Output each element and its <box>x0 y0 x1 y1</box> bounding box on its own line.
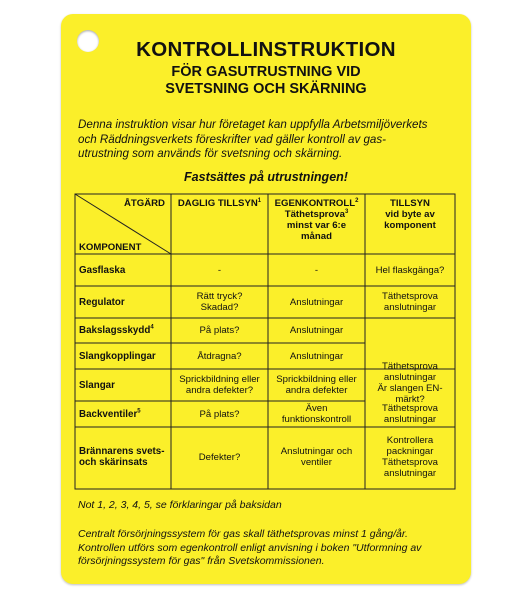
egen-line: Sprickbildning eller <box>276 374 357 385</box>
tillsyn-line: Täthetsprova <box>382 361 438 372</box>
subtitle-line: FÖR GASUTRUSTNING VID <box>171 64 361 80</box>
tillsyn-line: Kontrollera <box>386 435 434 446</box>
footnote-ref: 5 <box>137 408 141 415</box>
component-label: Bakslagsskydd <box>79 325 151 336</box>
tillsyn-regulator <box>365 291 455 313</box>
footnote-note: Not 1, 2, 3, 4, 5, se förklaringar på baksidan <box>78 499 282 511</box>
daily-line: Rätt tryck? <box>196 291 243 302</box>
footer-line: Centralt försörjningssystem för gas skall täthetsprovas minst 1 gång/år. <box>78 528 408 540</box>
footer-line: försörjningssystem för gas" från Svetskommissionen. <box>78 555 325 567</box>
component-label: Backventiler <box>79 409 138 420</box>
daily-line: andra defekter? <box>185 385 254 396</box>
daily-regulator <box>171 291 268 313</box>
tillsyn-backventiler <box>365 403 455 425</box>
tillsyn-brannare <box>365 435 455 479</box>
component-slangar: Slangar <box>79 380 115 391</box>
component-gasflaska: Gasflaska <box>79 265 126 276</box>
tillsyn-slangar <box>365 361 455 405</box>
header-tillsyn-line: vid byte av <box>385 209 435 220</box>
egen-regulator: Anslutningar <box>289 297 344 308</box>
daily-bakslagsskydd: På plats? <box>199 325 240 336</box>
daily-line: Skadad? <box>200 302 239 313</box>
header-egenkontroll <box>268 198 365 242</box>
subtitle-line: SVETSNING OCH SKÄRNING <box>165 81 367 97</box>
header-daily-label: DAGLIG TILLSYN <box>177 198 258 209</box>
egen-brannare <box>268 446 365 468</box>
intro-line: och Räddningsverkets föreskrifter vad gäller kontroll av gas- <box>78 132 387 146</box>
tillsyn-line: Täthetsprova <box>382 291 438 302</box>
egen-line: funktionskontroll <box>281 414 352 425</box>
daily-backventiler: På plats? <box>199 409 240 420</box>
corner-component-label: KOMPONENT <box>79 242 142 253</box>
footnote-ref: 1 <box>257 197 262 204</box>
egen-slangar <box>268 374 365 396</box>
tillsyn-line: Täthetsprova <box>382 457 438 468</box>
corner-action-label: ÅTGÄRD <box>123 198 165 209</box>
footnote-ref: 4 <box>150 324 154 331</box>
tillsyn-line: Täthetsprova <box>382 403 438 414</box>
tillsyn-line: Är slangen EN- <box>377 383 443 394</box>
header-egen-line: EGENKONTROLL <box>274 198 356 209</box>
tillsyn-line: anslutningar <box>383 302 437 313</box>
card-title: KONTROLLINSTRUKTION <box>136 38 396 61</box>
header-tillsyn-line: TILLSYN <box>390 198 430 209</box>
header-daily <box>171 198 268 209</box>
tillsyn-gasflaska: Hel flaskgänga? <box>375 265 445 276</box>
tillsyn-line: packningar <box>386 446 434 457</box>
component-slangkopplingar: Slangkopplingar <box>79 351 156 362</box>
daily-brannare: Defekter? <box>198 452 241 463</box>
egen-line: Även <box>305 403 328 414</box>
header-egen-line: minst var 6:e <box>286 220 347 231</box>
footer-line: Kontrollen utförs som egenkontroll enligt anvisning i boken "Utformning av <box>78 541 422 554</box>
component-label: och skärinsats <box>79 457 148 468</box>
tagline: Fastsättes på utrustningen! <box>184 170 348 184</box>
tillsyn-line: märkt? <box>395 394 425 405</box>
egen-gasflaska: - <box>314 265 319 276</box>
header-tillsyn-line: komponent <box>384 220 436 231</box>
header-egen-line: månad <box>301 231 332 242</box>
intro-line: Denna instruktion visar hur företaget kan uppfylla Arbetsmiljöverkets <box>78 118 428 131</box>
tillsyn-line: anslutningar <box>383 372 437 383</box>
egen-line: andra defekter <box>285 385 348 396</box>
intro-line: utrustning som används för svetsning och skärning. <box>78 147 343 160</box>
egen-backventiler <box>268 403 365 425</box>
component-brannare <box>79 446 165 468</box>
tillsyn-line: anslutningar <box>383 414 437 425</box>
tillsyn-line: anslutningar <box>383 468 437 479</box>
egen-bakslagsskydd: Anslutningar <box>289 325 344 336</box>
egen-line: ventiler <box>301 457 332 468</box>
component-label: Brännarens svets- <box>79 446 165 457</box>
egen-line: Anslutningar och <box>280 446 353 457</box>
header-egen-line: Täthetsprova <box>284 209 345 220</box>
footnote-ref: 2 <box>355 197 359 204</box>
component-regulator: Regulator <box>79 297 125 308</box>
daily-slangar <box>171 374 268 396</box>
component-bakslagsskydd <box>79 325 154 336</box>
footer-text <box>78 528 457 569</box>
footnote-ref: 3 <box>344 208 349 215</box>
component-backventiler <box>79 409 141 420</box>
instruction-card <box>61 14 471 584</box>
daily-gasflaska: - <box>217 265 222 276</box>
daily-line: Sprickbildning eller <box>179 374 260 385</box>
header-tillsyn <box>365 198 455 231</box>
daily-slangkopplingar: Åtdragna? <box>197 351 242 362</box>
egen-slangkopplingar: Anslutningar <box>289 351 344 362</box>
